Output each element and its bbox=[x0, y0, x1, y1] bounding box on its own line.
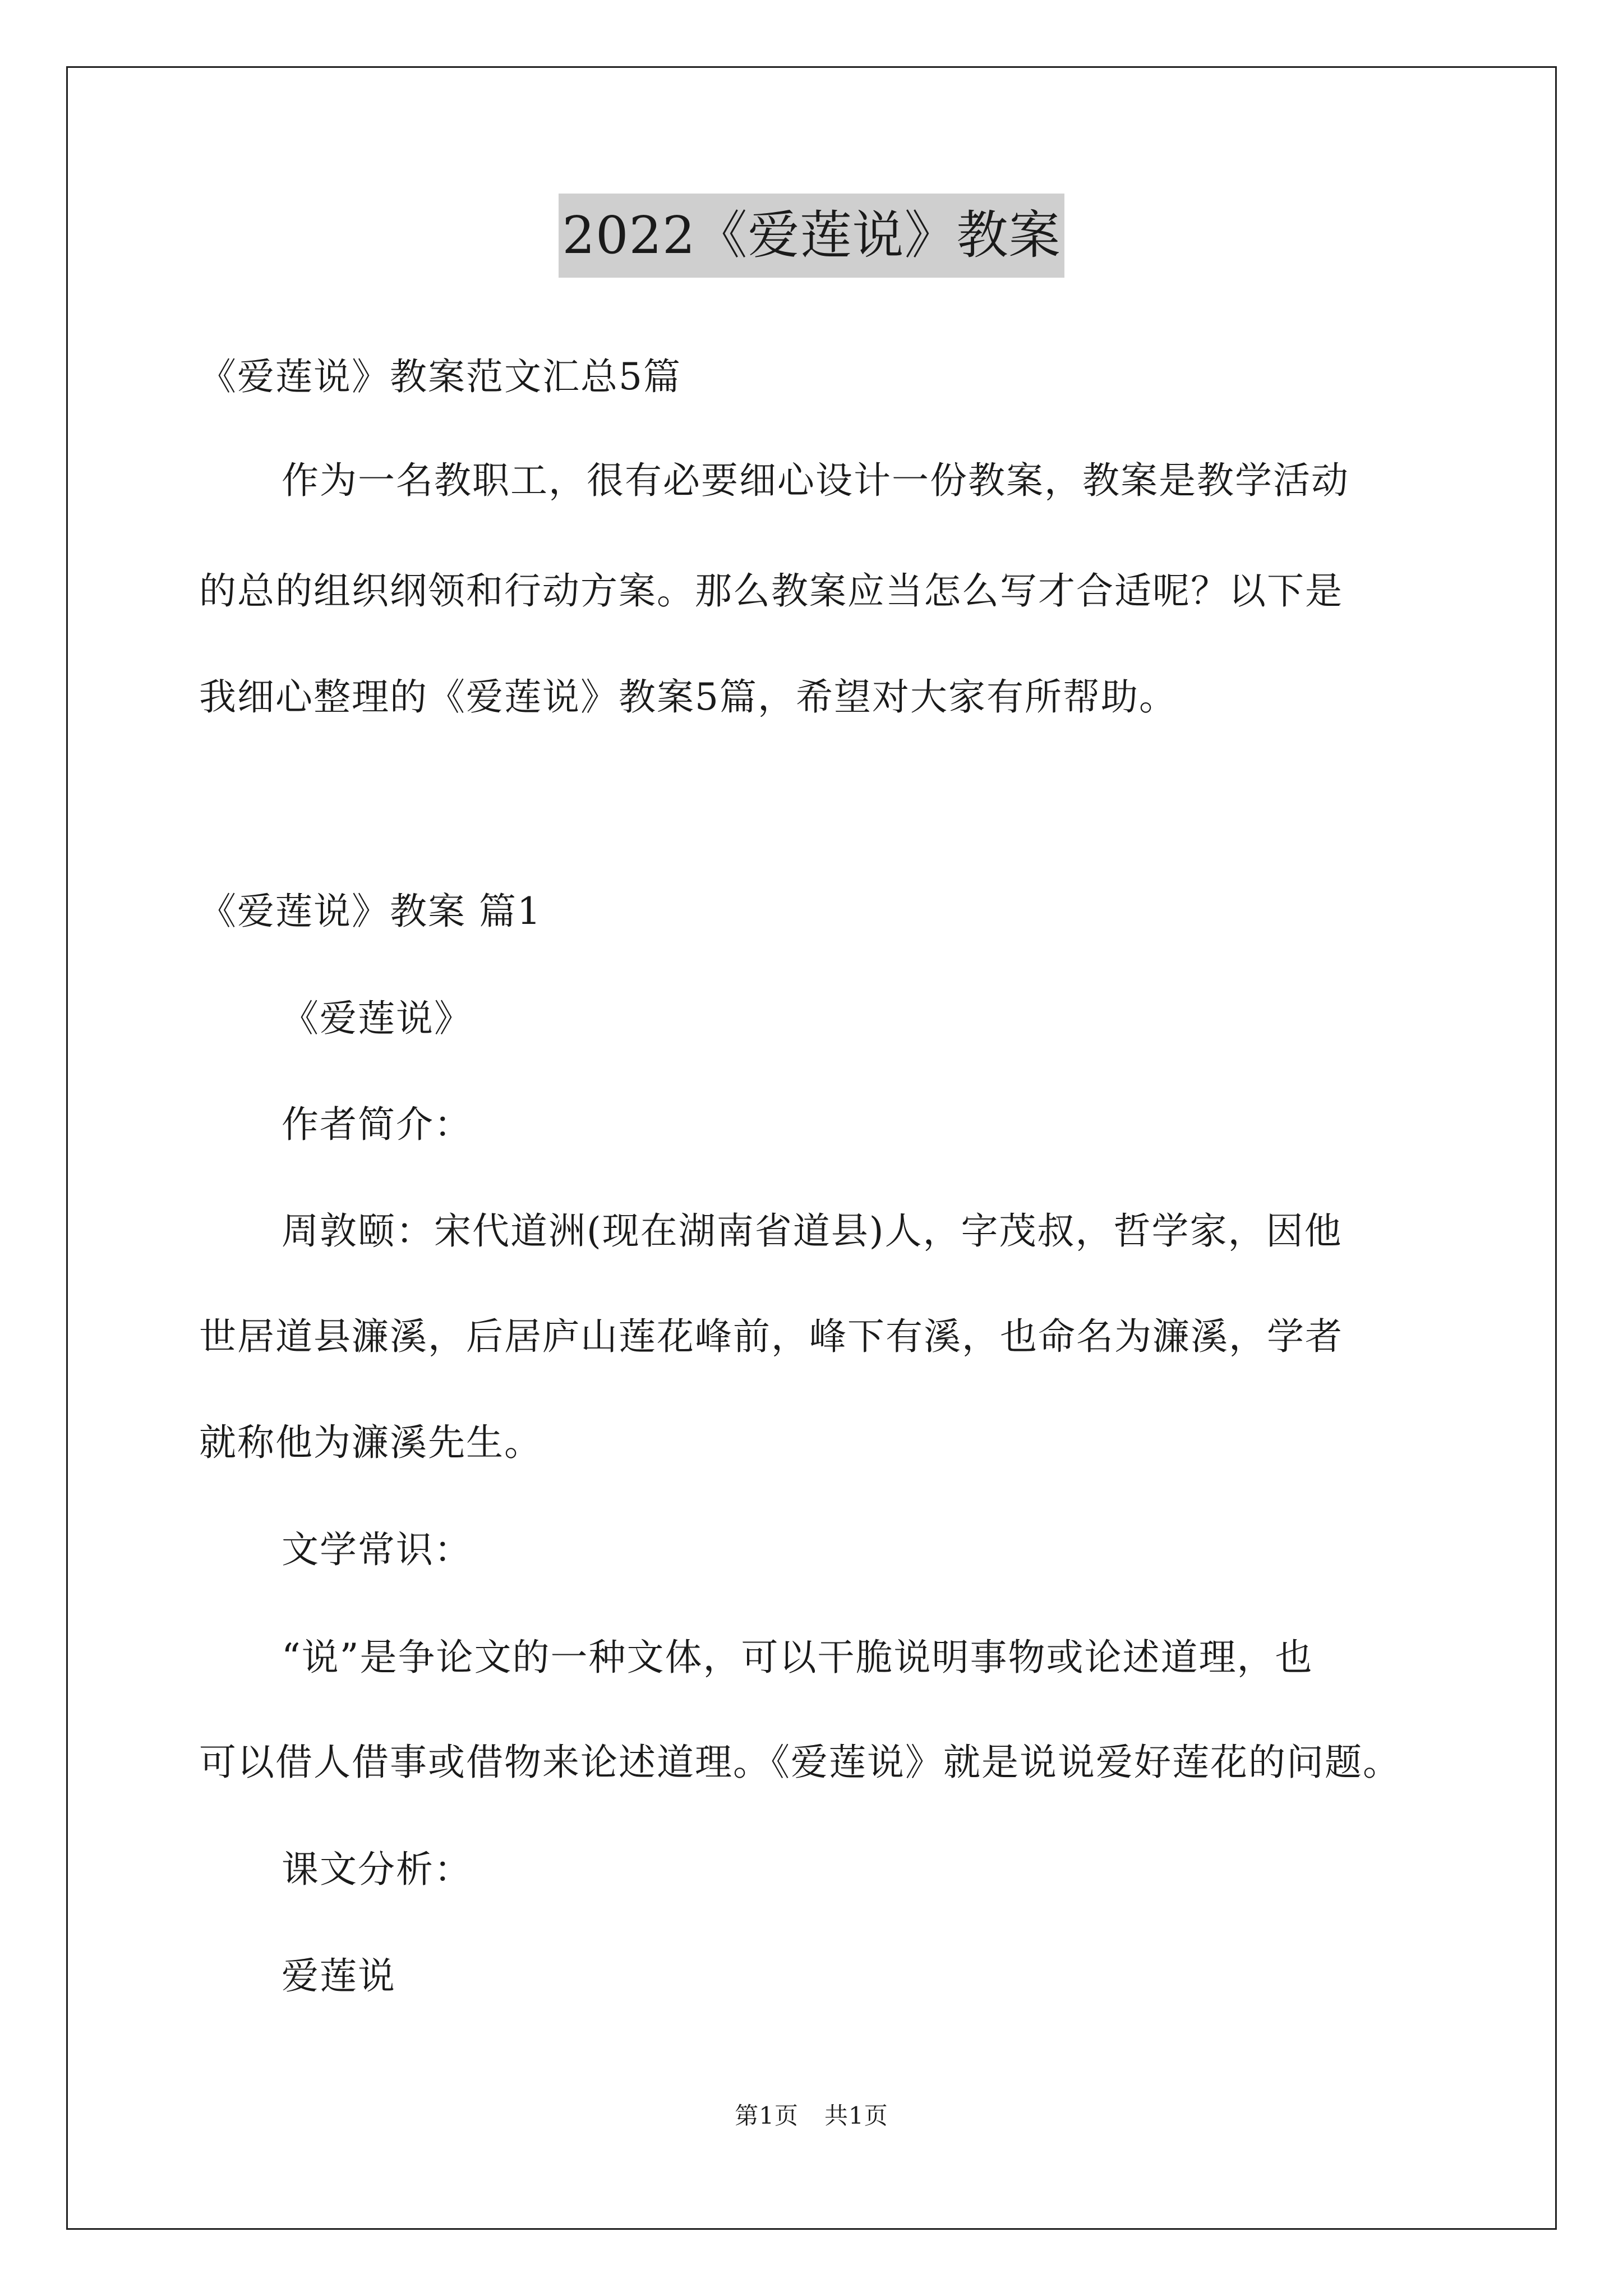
author-text-line-3: 就称他为濂溪先生。 bbox=[199, 1421, 542, 1464]
work-title: 《爱莲说》 bbox=[282, 997, 472, 1040]
page-title: 2022《爱莲说》教案 bbox=[559, 194, 1064, 278]
intro-line-2: 的总的组织纲领和行动方案。那么教案应当怎么写才合适呢？以下是 bbox=[199, 569, 1343, 613]
analysis-title: 爱莲说 bbox=[282, 1954, 396, 1998]
subtitle: 《爱莲说》教案范文汇总5篇 bbox=[199, 355, 681, 398]
section-heading: 《爱莲说》教案 篇1 bbox=[199, 890, 542, 933]
literature-text-line-2: 可以借人借事或借物来论述道理。《爱莲说》就是说说爱好莲花的问题。 bbox=[199, 1741, 1401, 1784]
author-text-line-2: 世居道县濂溪，后居庐山莲花峰前，峰下有溪，也命名为濂溪，学者 bbox=[199, 1315, 1343, 1358]
literature-label: 文学常识： bbox=[282, 1528, 472, 1571]
intro-line-1: 作为一名教职工，很有必要细心设计一份教案，教案是教学活动 bbox=[282, 459, 1349, 502]
author-text-line-1: 周敦颐：宋代道洲(现在湖南省道县)人，字茂叔，哲学家，因他 bbox=[282, 1209, 1343, 1253]
page-footer bbox=[0, 2099, 1623, 2133]
intro-line-3: 我细心整理的《爱莲说》教案5篇，希望对大家有所帮助。 bbox=[199, 675, 1177, 719]
footer-total-pages: 共1页 bbox=[824, 2102, 888, 2129]
analysis-label: 课文分析： bbox=[282, 1848, 472, 1891]
title-container bbox=[0, 194, 1623, 278]
footer-page-number: 第1页 bbox=[735, 2102, 799, 2129]
literature-text-line-1: “说”是争论文的一种文体，可以干脆说明事物或论述道理，也 bbox=[282, 1636, 1313, 1679]
author-label: 作者简介： bbox=[282, 1103, 472, 1146]
